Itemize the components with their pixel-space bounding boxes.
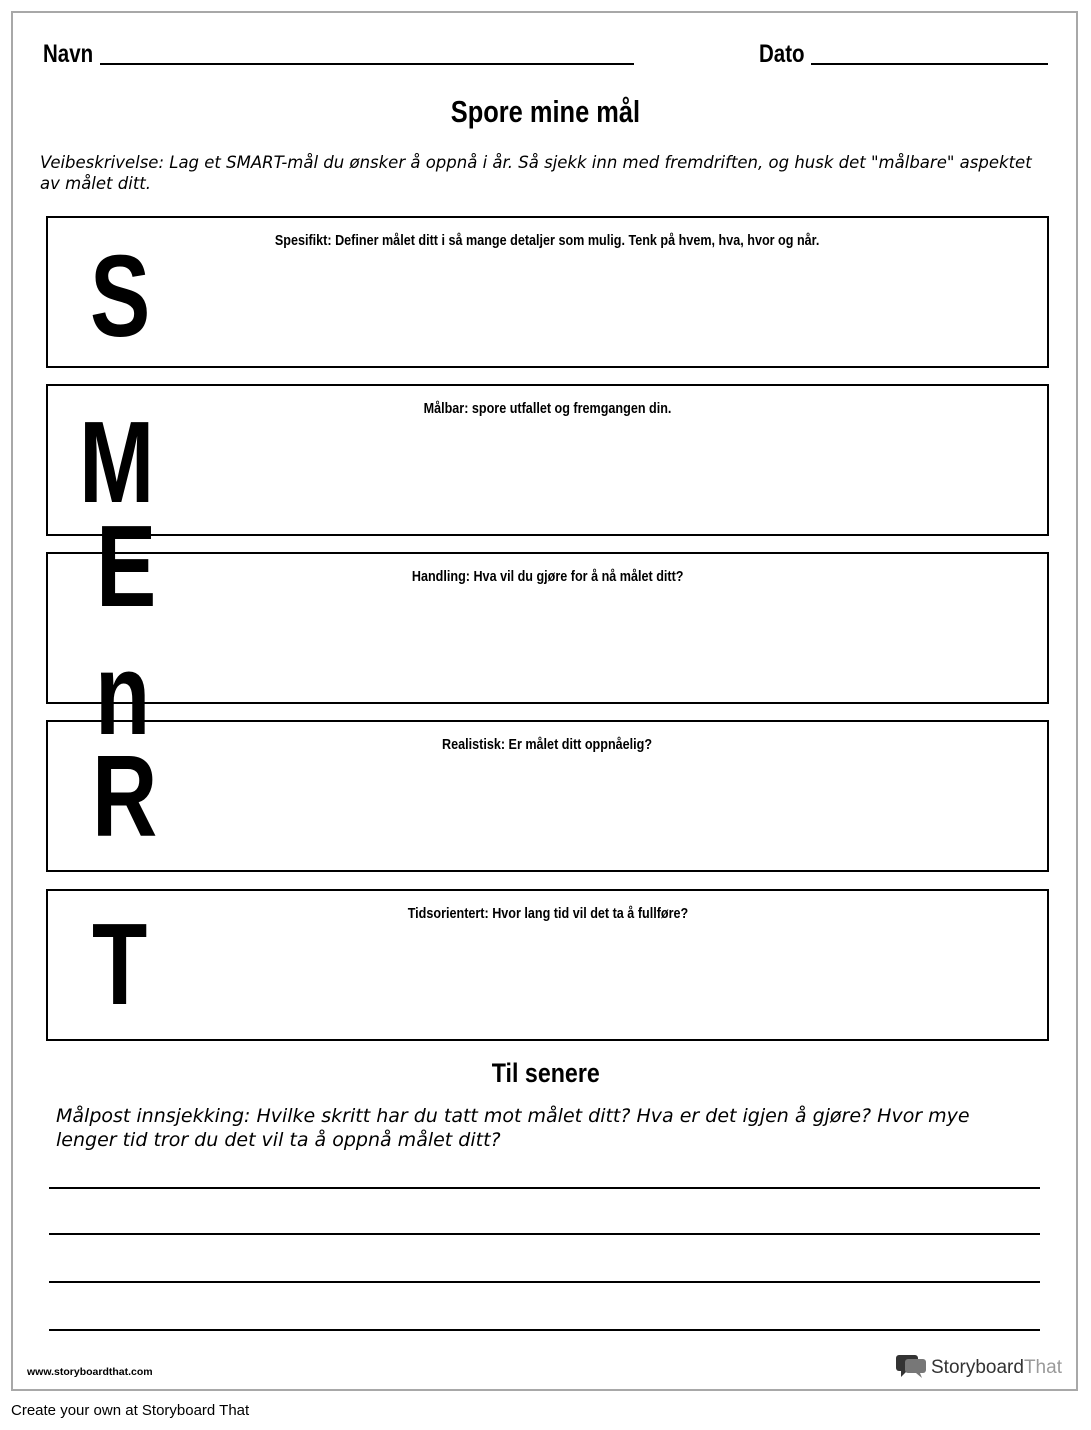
date-line bbox=[811, 63, 1048, 65]
letter-e: E bbox=[96, 501, 157, 631]
smart-box-measurable bbox=[46, 384, 1049, 536]
box-prompt: Spesifikt: Definer målet ditt i så mange detaljer som mulig. Tenk på hvem, hva, hvor og når. bbox=[275, 232, 820, 249]
smart-box-realistic bbox=[46, 720, 1049, 872]
box-prompt: Målbar: spore utfallet og fremgangen din. bbox=[423, 400, 672, 417]
letter-n: n bbox=[95, 629, 151, 759]
footer-url: www.storyboardthat.com bbox=[27, 1366, 153, 1378]
box-prompt: Realistisk: Er målet ditt oppnåelig? bbox=[442, 736, 653, 753]
smart-box-time bbox=[46, 889, 1049, 1041]
letter-r: R bbox=[92, 731, 158, 861]
brand-name: StoryboardThat bbox=[931, 1357, 1062, 1378]
letter-m: M bbox=[79, 397, 155, 527]
name-label: Navn bbox=[43, 40, 94, 68]
name-line bbox=[100, 63, 634, 65]
create-your-own-link[interactable]: Create your own at Storyboard That bbox=[11, 1402, 250, 1419]
smart-box-action bbox=[46, 552, 1049, 704]
section-heading: Til senere bbox=[491, 1058, 600, 1088]
box-prompt: Tidsorientert: Hvor lang tid vil det ta å fullføre? bbox=[407, 905, 688, 922]
writing-line bbox=[49, 1329, 1040, 1331]
date-label: Dato bbox=[759, 40, 805, 68]
letter-s: S bbox=[90, 231, 151, 361]
smart-box-specific bbox=[46, 216, 1049, 368]
storyboardthat-logo[interactable] bbox=[895, 1354, 1062, 1382]
checkin-prompt: Målpost innsjekking: Hvilke skritt har du tatt mot målet ditt? Hva er det igjen å gjøre? Hvor mye lenger tid tror du det vil ta å oppnå målet ditt? bbox=[56, 1105, 970, 1151]
box-prompt: Handling: Hva vil du gjøre for å nå målet ditt? bbox=[411, 568, 684, 585]
instructions-text: Veibeskrivelse: Lag et SMART-mål du ønsker å oppnå i år. Så sjekk inn med fremdriften, og husk det "målbare" aspektet av målet ditt. bbox=[40, 153, 1032, 193]
writing-line bbox=[49, 1233, 1040, 1235]
speech-bubble-icon bbox=[895, 1353, 927, 1384]
letter-t: T bbox=[92, 899, 148, 1029]
writing-line bbox=[49, 1281, 1040, 1283]
page-title: Spore mine mål bbox=[450, 94, 641, 129]
writing-line bbox=[49, 1187, 1040, 1189]
